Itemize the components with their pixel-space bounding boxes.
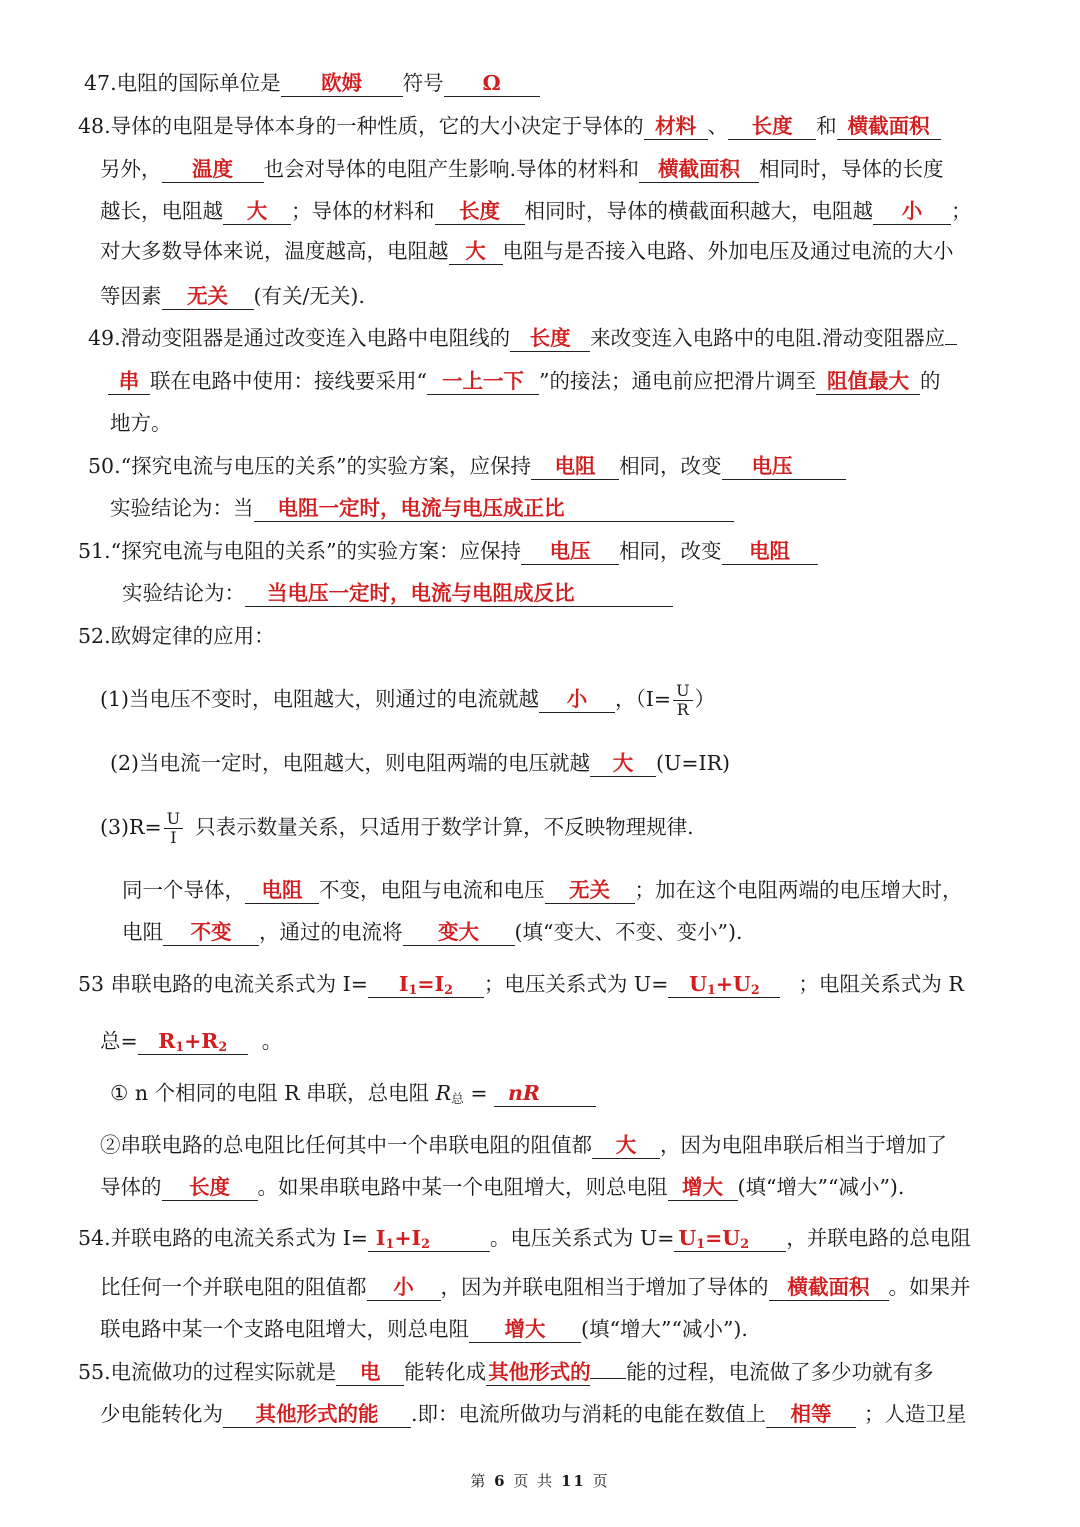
answer-blank: 长度 (162, 1174, 258, 1201)
answer-blank: 增大 (668, 1174, 738, 1201)
answer-blank: 小 (539, 686, 615, 713)
answer-blank: 电阻 (245, 877, 319, 904)
answer-blank: 其他形式的 (488, 1360, 591, 1384)
answer-blank: 当电压一定时，电流与电阻成反比 (245, 580, 673, 607)
answer-blank: 大 (592, 1132, 660, 1159)
answer-blank: 材料 (644, 113, 708, 140)
q48-line-5: 等因素 无关 (有关/无关). (100, 284, 365, 308)
answer-blank: 串 (108, 368, 150, 395)
answer-blank: 大 (590, 750, 656, 777)
answer-blank: 长度 (728, 113, 816, 140)
answer-blank: 无关 (545, 877, 635, 904)
answer-blank: 其他形式的能 (223, 1401, 411, 1428)
answer-blank: 大 (449, 238, 503, 265)
answer-blank: 电压 (722, 453, 846, 480)
answer-blank: 温度 (162, 156, 264, 183)
q51-line-2: 实验结论为： 当电压一定时，电流与电阻成反比 (0, 578, 1080, 608)
fraction-u-over-r: $\frac{U}{R}$ (673, 682, 692, 719)
q52-item-2: (2)当电流一定时，电阻越大，则电阻两端的电压就越 大 (U=IR) (110, 751, 731, 775)
q53-item-2: ②串联电路的总电阻比任何其中一个串联电阻的阻值都 大 ，因为电阻串联后相当于增加了 (100, 1133, 947, 1157)
answer-blank: 相等 (766, 1401, 856, 1428)
answer-blank: 大 (223, 198, 291, 225)
answer-blank (590, 1378, 626, 1379)
q50-line-1: 50.“探究电流与电压的关系”的实验方案，应保持 电阻 相同，改变 电压 (0, 451, 1080, 481)
page-footer: 第 6 页 共 11 页 (470, 1472, 610, 1490)
answer-blank: 增大 (469, 1316, 581, 1343)
q55-line-2: 少电能转化为 其他形式的能 .即：电流所做功与消耗的电能在数值上 相等 ；人造卫星 (100, 1402, 967, 1426)
q52-line-4: 同一个导体， 电阻 不变，电阻与电流和电压 无关 ；加在这个电阻两端的电压增大时， (122, 878, 963, 902)
answer-blank: nR (494, 1080, 596, 1107)
answer-blank: 小 (873, 198, 951, 225)
q52-title: 52.欧姆定律的应用： (78, 624, 275, 648)
answer-blank: 电压 (521, 538, 619, 565)
answer-blank (945, 344, 957, 345)
answer-blank: 欧姆 (281, 70, 403, 97)
answer-blank: $I_1+I_2$ (368, 1225, 490, 1252)
q50-line-2: 实验结论为：当 电阻一定时，电流与电压成正比 (0, 493, 1080, 523)
q53-line-2: 总= $R_1+R_2$ 。 (100, 1029, 283, 1055)
q53-line-1: 53 串联电路的电流关系式为 $I= I_1=I_2$ ；电压关系式为 $U= U_1+U_2$ ；电阻关系式为 R (78, 972, 964, 998)
q49-line-1: 49.滑动变阻器是通过改变连入电路中电阻线的 长度 来改变连入电路中的电阻.滑动变阻器应 (0, 323, 1080, 353)
q49-line-2: 串 联在电路中使用：接线要采用“ 一上一下 ”的接法；通电前应把滑片调至 阻值最大 的 (0, 366, 1080, 396)
page-total: 11 (560, 1472, 586, 1490)
answer-blank: $R_1+R_2$ (138, 1028, 248, 1055)
q48-line-3: 越长，电阻越 大 ；导体的材料和 长度 相同时，导体的横截面积越大，电阻越 小 ； (100, 199, 972, 223)
q54-line-2: 比任何一个并联电阻的阻值都 小 ，因为并联电阻相当于增加了导体的 横截面积 。如果并 (100, 1275, 971, 1299)
q48-line-2: 另外， 温度 也会对导体的电阻产生影响.导体的材料和 横截面积 相同时，导体的长度 (100, 157, 944, 181)
answer-blank: 小 (367, 1274, 441, 1301)
q52-line-5: 电阻 不变 ，通过的电流将 变大 (填“变大、不变、变小”). (122, 920, 743, 944)
page-number: 6 (494, 1472, 507, 1490)
answer-blank: $U_1=U_2$ (674, 1225, 786, 1252)
answer-blank: 不变 (163, 919, 259, 946)
q47-line: 47.电阻的国际单位是 欧姆 符号 Ω (0, 68, 1080, 98)
q52-item-3: (3)R= $\frac{U}{I}$ 只表示数量关系，只适用于数学计算，不反映物理规律. (100, 809, 694, 847)
q51-line-1: 51.“探究电流与电阻的关系”的实验方案：应保持 电压 相同，改变 电阻 (0, 536, 1080, 566)
q53-item-2-cont: 导体的 长度 。如果串联电路中某一个电阻增大，则总电阻 增大 (填“增大”“减小”). (100, 1175, 905, 1199)
q54-line-3: 联电路中某一个支路电阻增大，则总电阻 增大 (填“增大”“减小”). (100, 1317, 748, 1341)
answer-blank: 电阻一定时，电流与电压成正比 (254, 495, 734, 522)
answer-blank: 变大 (403, 919, 515, 946)
answer-blank: 电阻 (531, 453, 619, 480)
answer-blank: 长度 (510, 325, 590, 352)
q49-line-3: 地方。 (110, 411, 172, 435)
q48-line-4: 对大多数导体来说，温度越高，电阻越 大 电阻与是否接入电路、外加电压及通过电流的大小 (100, 239, 954, 263)
answer-blank: $U_1+U_2$ (668, 971, 780, 998)
q54-line-1: 54.并联电路的电流关系式为 $I= I_1+I_2$ 。电压关系式为 $U= U_1=U_2$ ，并联电路的总电阻 (78, 1226, 971, 1252)
answer-blank: $I_1=I_2$ (368, 971, 484, 998)
answer-blank: 电 (336, 1359, 404, 1386)
q53-item-1: ① n 个相同的电阻 R 串联，总电阻 $R_总$ = nR (0, 1078, 1080, 1108)
fraction-u-over-i: $\frac{U}{I}$ (164, 810, 183, 847)
answer-blank: 横截面积 (639, 156, 759, 183)
answer-blank: 电阻 (722, 538, 818, 565)
q48-line-1: 48.导体的电阻是导体本身的一种性质，它的大小决定于导体的 材料 、 长度 和 横截面积 (0, 111, 1080, 141)
answer-blank: 长度 (435, 198, 525, 225)
answer-blank: Ω (444, 70, 540, 97)
answer-blank: 横截面积 (837, 113, 941, 140)
answer-blank: 横截面积 (769, 1274, 889, 1301)
answer-blank: 一上一下 (427, 368, 539, 395)
answer-blank: 阻值最大 (816, 368, 920, 395)
q55-line-1: 55.电流做功的过程实际就是 电 能转化成其他形式的 能的过程，电流做了多少功就有多 (78, 1360, 934, 1384)
q52-item-1: (1)当电压不变时，电阻越大，则通过的电流就越 小 ，（I= $\frac{U}{R}$ ） (100, 681, 716, 719)
answer-blank: 无关 (162, 283, 254, 310)
